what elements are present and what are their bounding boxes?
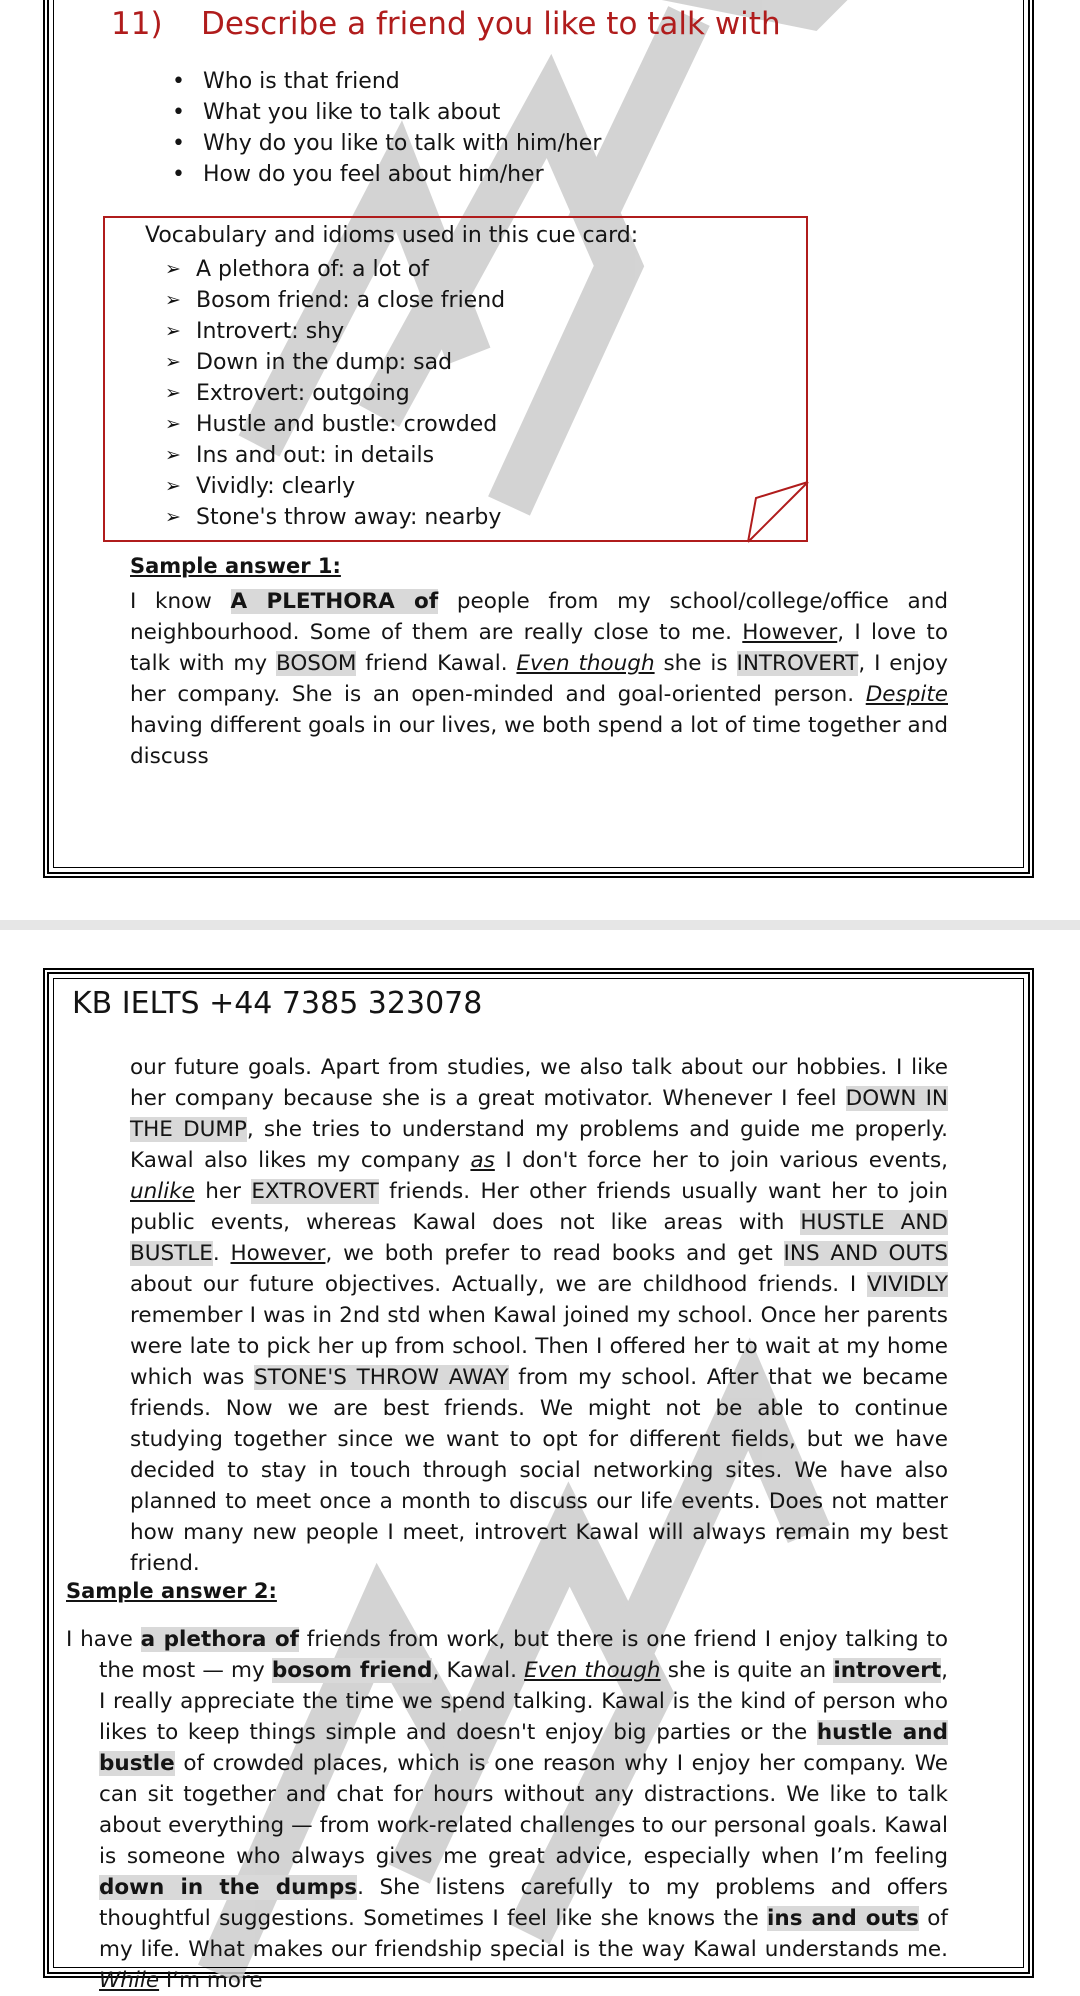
vocabulary-list: [165, 254, 505, 533]
text-run: our future goals. Apart from studies, we also talk about our hobbies. I like her company because she is a great motivator. Whenever I feel: [130, 1055, 948, 1111]
text-run: about our future objectives. Actually, we are childhood friends. I: [130, 1272, 868, 1297]
text-run: friends from work, but there is one friend I enjoy talking to the most — my: [99, 1627, 948, 1683]
vocab-highlight: STONE'S THROW AWAY: [253, 1365, 509, 1390]
question-title: [111, 6, 781, 42]
text-run: people from my school/college/office and neighbourhood. Some of them are really close to me.: [130, 589, 948, 645]
document-page-2: [43, 968, 1034, 1993]
vocabulary-item: ➢ Vividly: clearly: [165, 471, 505, 502]
sample-answer-2-heading: Sample answer 2:: [66, 1579, 277, 1603]
connector-word: unlike: [130, 1179, 195, 1204]
page-header: KB IELTS +44 7385 323078: [72, 986, 483, 1021]
sample-answer-2-paragraph: [66, 1624, 948, 1996]
vocabulary-box: [103, 216, 808, 542]
connector-word: However: [230, 1241, 326, 1266]
vocab-highlight: A PLETHORA of: [230, 589, 439, 614]
text-run: she is: [654, 651, 737, 676]
page-2-content: [49, 974, 1028, 1993]
vocabulary-item: ➢ A plethora of: a lot of: [165, 254, 505, 285]
document-page-1: [43, 0, 1034, 878]
sample-answer-1-heading: Sample answer 1:: [130, 554, 341, 578]
vocab-highlight: down in the dumps: [99, 1875, 358, 1900]
text-run: I know: [130, 589, 231, 614]
text-run: , I enjoy her company. She is an open-minded and goal-oriented person.: [130, 651, 948, 707]
text-run: . She listens carefully to my problems and offers thoughtful suggestions. Sometimes I feel like she knows the: [99, 1875, 948, 1931]
paragraph-text: [66, 1624, 948, 1996]
sample-answer-1-continued: [130, 1052, 948, 1579]
text-run: of crowded places, which is one reason why I enjoy her company. We can sit together and chat for hours without any distractions. We like to talk about everything — from work-related challenges to our personal goals. Kawal is someone who always gives me great advice, especially when I’m feeling: [99, 1751, 948, 1869]
vocab-highlight: INS AND OUTS: [783, 1241, 948, 1266]
vocabulary-item: ➢ Bosom friend: a close friend: [165, 285, 505, 316]
vocabulary-item: ➢ Stone's throw away: nearby: [165, 502, 505, 533]
connector-word: However: [742, 620, 838, 645]
vocab-highlight: HUSTLE AND BUSTLE: [130, 1210, 948, 1266]
cue-point: • Why do you like to talk with him/her: [172, 128, 601, 159]
vocab-highlight: VIVIDLY: [867, 1272, 948, 1297]
text-run: , Kawal.: [432, 1658, 525, 1683]
vocabulary-item: ➢ Introvert: shy: [165, 316, 505, 347]
text-run: friends. Her other friends usually want her to join public events, whereas Kawal does not like areas with: [130, 1179, 948, 1235]
vocabulary-title: Vocabulary and idioms used in this cue card:: [145, 223, 639, 248]
cue-card-points: [172, 66, 601, 190]
text-run: of my life. What makes our friendship special is the way Kawal understands me.: [99, 1906, 948, 1962]
vocabulary-item: ➢ Down in the dump: sad: [165, 347, 505, 378]
text-run: her: [194, 1179, 252, 1204]
connector-word: Even though: [516, 651, 655, 676]
text-run: , I really appreciate the time we spend talking. Kawal is the kind of person who likes to keep things simple and doesn't enjoy big parties or the: [99, 1658, 948, 1745]
connector-word: Even though: [524, 1658, 661, 1683]
question-number: 11): [111, 6, 163, 42]
cue-point: • How do you feel about him/her: [172, 159, 601, 190]
vocab-highlight: hustle and bustle: [99, 1720, 948, 1776]
text-run: I have: [66, 1627, 141, 1652]
vocab-highlight: EXTROVERT: [251, 1179, 379, 1204]
text-run: having different goals in our lives, we both spend a lot of time together and discuss: [130, 713, 948, 769]
text-run: , I love to talk with my: [130, 620, 949, 676]
text-run: I’m more: [159, 1968, 263, 1993]
vocab-highlight: a plethora of: [140, 1627, 299, 1652]
vocabulary-item: ➢ Extrovert: outgoing: [165, 378, 505, 409]
paragraph-text: [130, 1052, 948, 1579]
connector-word: While: [99, 1968, 160, 1993]
vocab-highlight: ins and outs: [767, 1906, 919, 1931]
paragraph-text: [130, 586, 948, 772]
text-run: she is quite an: [660, 1658, 834, 1683]
text-run: friend Kawal.: [356, 651, 517, 676]
page-separator: [0, 920, 1080, 930]
vocab-highlight: introvert: [833, 1658, 942, 1683]
vocab-highlight: INTROVERT: [736, 651, 859, 676]
connector-word: Despite: [865, 682, 948, 707]
text-run: , we both prefer to read books and get: [325, 1241, 784, 1266]
sample-answer-1-paragraph: [130, 586, 948, 772]
connector-word: as: [470, 1148, 495, 1173]
vocabulary-item: ➢ Ins and out: in details: [165, 440, 505, 471]
vocab-highlight: bosom friend: [271, 1658, 433, 1683]
vocab-highlight: BOSOM: [275, 651, 357, 676]
cue-point: • What you like to talk about: [172, 97, 601, 128]
vocabulary-item: ➢ Hustle and bustle: crowded: [165, 409, 505, 440]
folded-corner-icon: [748, 482, 808, 542]
text-run: I don't force her to join various events,: [494, 1148, 949, 1173]
cue-point: • Who is that friend: [172, 66, 601, 97]
text-run: , she tries to understand my problems and guide me properly. Kawal also likes my company: [130, 1117, 948, 1173]
text-run: remember I was in 2nd std when Kawal joined my school. Once her parents were late to pick her up from school. Then I offered her to wait at my home which was: [130, 1303, 948, 1390]
text-run: from my school. After that we became friends. Now we are best friends. We might not be able to continue studying together since we want to opt for different fields, but we have decided to stay in touch through social networking sites. We have also planned to meet once a month to discuss our life events. Does not matter how many new people I meet, introvert Kawal will always remain my best friend.: [130, 1365, 948, 1576]
question-text: Describe a friend you like to talk with: [201, 6, 781, 42]
vocab-highlight: DOWN IN THE DUMP: [130, 1086, 948, 1142]
text-run: .: [212, 1241, 231, 1266]
page-1-content: [49, 0, 1028, 872]
